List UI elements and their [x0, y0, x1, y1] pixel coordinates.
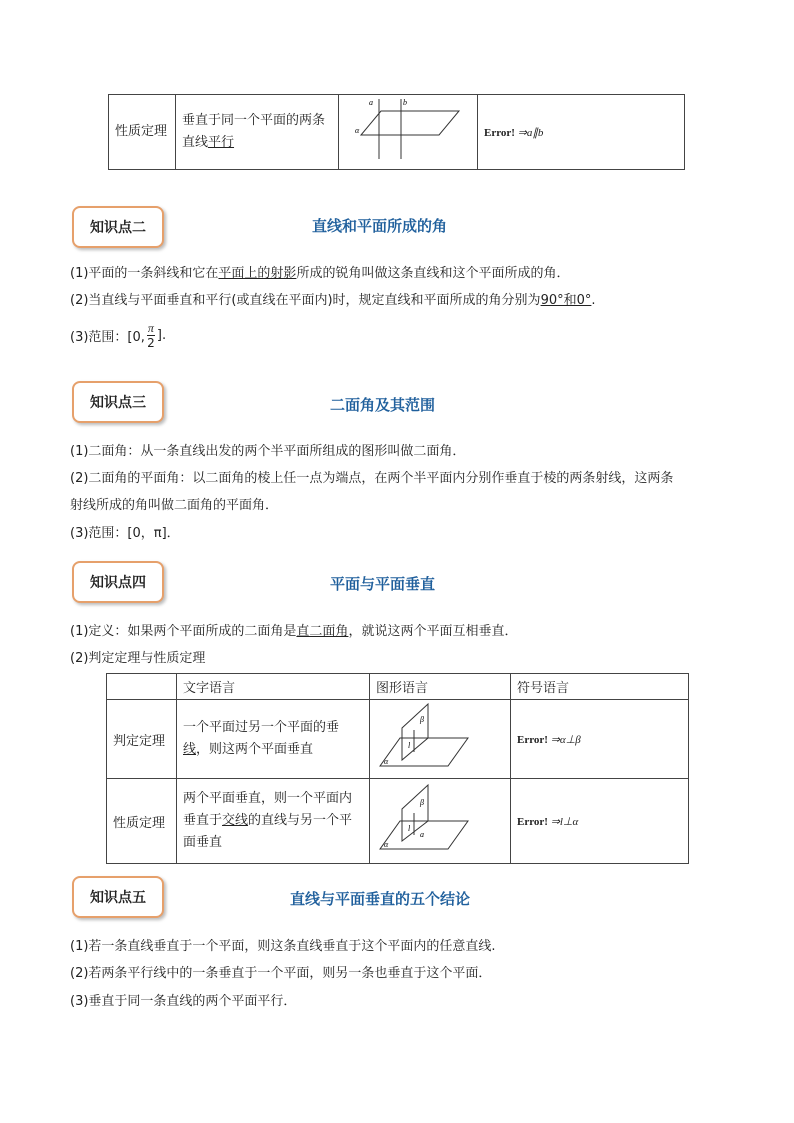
row-formula — [511, 779, 689, 864]
sec3-line-4: (3)范围：[0，π]． — [70, 526, 180, 541]
error-text: Error! — [517, 815, 548, 828]
label-l: l — [408, 824, 411, 833]
sec3-line-2: (2)二面角的平面角：以二面角的棱上任一点为端点，在两个半平面内分别作垂直于棱的两条射线，这两条 — [70, 471, 674, 486]
text-underlined: 线 — [183, 742, 197, 757]
table-header-row — [107, 674, 689, 700]
parallel-lines-figure — [339, 95, 477, 165]
table-row — [107, 779, 689, 864]
section-tag-2: 知识点二 — [72, 206, 164, 248]
header-cell — [107, 674, 177, 700]
table-cell-name — [109, 95, 176, 170]
label-b: b — [403, 98, 407, 107]
label-a: a — [420, 830, 424, 839]
text-part: (2)当直线与平面垂直和平行(或直线在平面内)时，规定直线和平面所成的角分别为 — [70, 293, 541, 308]
formula-text: ⇒l⊥α — [547, 815, 579, 828]
text-underlined: 平面上的射影 — [218, 266, 297, 281]
sec5-line-3: (3)垂直于同一条直线的两个平面平行． — [70, 994, 297, 1009]
sec2-line-2 — [70, 289, 596, 308]
row-text — [177, 779, 370, 864]
text-part: ，就说这两个平面互相垂直． — [348, 624, 518, 639]
plane-perpendicular-figure-2 — [370, 779, 508, 859]
header-cell: 文字语言 — [177, 674, 370, 700]
text-part: (3)范围：[0, — [70, 330, 145, 345]
label-l: l — [408, 741, 411, 750]
label-alpha: α — [384, 840, 389, 849]
text-underlined: 平行 — [208, 135, 235, 150]
section-title-5: 直线与平面垂直的五个结论 — [290, 890, 471, 908]
table-cell-figure — [339, 95, 478, 170]
text-underlined: 直二面角 — [296, 624, 349, 639]
sec2-line-1 — [70, 262, 569, 281]
row-figure — [370, 779, 511, 864]
row-formula — [511, 700, 689, 779]
row-name: 性质定理 — [107, 779, 177, 864]
row-text-content — [183, 717, 363, 761]
header-cell: 图形语言 — [370, 674, 511, 700]
formula-text: ⇒a∥b — [514, 126, 544, 139]
table-row — [107, 700, 689, 779]
section-title-3: 二面角及其范围 — [330, 396, 436, 414]
sec3-line-1: (1)二面角：从一条直线出发的两个半平面所组成的图形叫做二面角． — [70, 444, 466, 459]
text-part: ]. — [156, 328, 167, 343]
formula-text: ⇒α⊥β — [547, 733, 581, 746]
table-cell-text — [176, 95, 339, 170]
section-tag-3: 知识点三 — [72, 381, 164, 423]
text-underlined: 90°和0° — [540, 293, 592, 308]
text-part: ，则这两个平面垂直 — [196, 742, 314, 757]
sec5-line-2: (2)若两条平行线中的一条垂直于一个平面，则另一条也垂直于这个平面． — [70, 966, 492, 981]
label-beta: β — [420, 798, 424, 807]
section-tag-4: 知识点四 — [72, 561, 164, 603]
sec2-line-3 — [70, 321, 166, 350]
theorem-table — [106, 673, 689, 864]
plane-perpendicular-figure — [370, 700, 508, 774]
row-text-content — [183, 788, 363, 854]
text-part: 垂直于同一个平面的两条直线 — [182, 113, 326, 150]
section-title-4: 平面与平面垂直 — [330, 575, 436, 593]
row-name: 判定定理 — [107, 700, 177, 779]
label-alpha: α — [384, 757, 389, 766]
section-title-2: 直线和平面所成的角 — [312, 217, 448, 235]
label-alpha: α — [355, 126, 360, 135]
text-part: 一个平面过另一个平面的垂 — [183, 720, 340, 735]
sec5-line-1: (1)若一条直线垂直于一个平面，则这条直线垂直于这个平面内的任意直线. — [70, 939, 496, 954]
sec3-line-3: 射线所成的角叫做二面角的平面角． — [70, 498, 279, 513]
table-cell-formula — [478, 95, 685, 170]
fraction-denominator: 2 — [147, 336, 155, 350]
error-text: Error! — [517, 733, 548, 746]
text-part: . — [591, 293, 596, 308]
fraction-numerator: π — [147, 321, 154, 335]
label-beta: β — [420, 715, 424, 724]
row-text — [177, 700, 370, 779]
row-figure — [370, 700, 511, 779]
label-a: a — [369, 98, 373, 107]
text-part: (1)定义：如果两个平面所成的二面角是 — [70, 624, 297, 639]
text-part: (1)平面的一条斜线和它在 — [70, 266, 219, 281]
text-part: 两个平面垂直，则一个平面内垂直于 — [183, 791, 353, 828]
row-text — [182, 110, 332, 154]
error-text: Error! — [484, 126, 515, 139]
header-cell: 符号语言 — [511, 674, 689, 700]
sec4-line-1 — [70, 620, 517, 639]
fraction — [147, 321, 155, 350]
section-tag-5: 知识点五 — [72, 876, 164, 918]
text-part: 所成的锐角叫做这条直线和这个平面所成的角． — [296, 266, 570, 281]
row-name: 性质定理 — [115, 124, 168, 139]
sec4-line-2: (2)判定定理与性质定理 — [70, 651, 206, 666]
text-part: 的直线与另一个平面垂直 — [183, 813, 353, 850]
text-underlined: 交线 — [222, 813, 249, 828]
property-table-top — [108, 94, 685, 170]
